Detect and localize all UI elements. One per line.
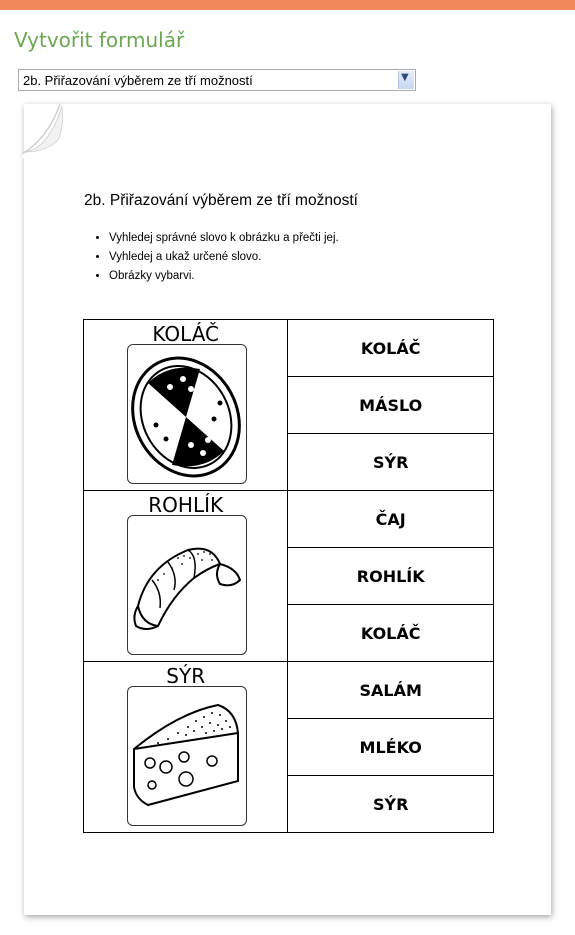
form-select[interactable]	[18, 69, 416, 91]
instruction-item: • Obrázky vybarvi.	[109, 267, 339, 286]
option-cell[interactable]: ROHLÍK	[288, 548, 494, 605]
cheese-icon	[127, 686, 247, 826]
chevron-down-icon: ▼	[401, 72, 409, 83]
top-accent-bar	[0, 0, 575, 10]
instruction-item: • Vyhledej správné slovo k obrázku a přečti jej.	[109, 229, 339, 248]
instruction-item: • Vyhledej a ukaž určené slovo.	[109, 248, 339, 267]
croissant-icon	[127, 515, 247, 655]
option-cell[interactable]: KOLÁČ	[288, 320, 494, 377]
picture-cell	[84, 662, 288, 833]
page-curl-icon	[18, 98, 78, 158]
picture-cell	[84, 491, 288, 662]
option-cell[interactable]: ČAJ	[288, 491, 494, 548]
picture-cell	[84, 320, 288, 491]
option-cell[interactable]: MLÉKO	[288, 719, 494, 776]
option-cell[interactable]: SÝR	[288, 776, 494, 833]
option-cell[interactable]: SÝR	[288, 434, 494, 491]
option-cell[interactable]: SALÁM	[288, 662, 494, 719]
option-cell[interactable]: KOLÁČ	[288, 605, 494, 662]
matching-table	[83, 319, 494, 833]
dropdown-button[interactable]	[398, 71, 414, 89]
cake-icon	[127, 344, 247, 484]
instruction-list	[93, 229, 339, 286]
form-select-value: 2b. Přiřazování výběrem ze tří možností	[23, 73, 253, 88]
picture-label: KOLÁČ	[152, 322, 220, 346]
picture-label: SÝR	[166, 664, 206, 688]
picture-label: ROHLÍK	[148, 493, 224, 517]
option-cell[interactable]: MÁSLO	[288, 377, 494, 434]
page-title: Vytvořit formulář	[14, 28, 185, 52]
worksheet-title: 2b. Přiřazování výběrem ze tří možností	[84, 192, 358, 209]
